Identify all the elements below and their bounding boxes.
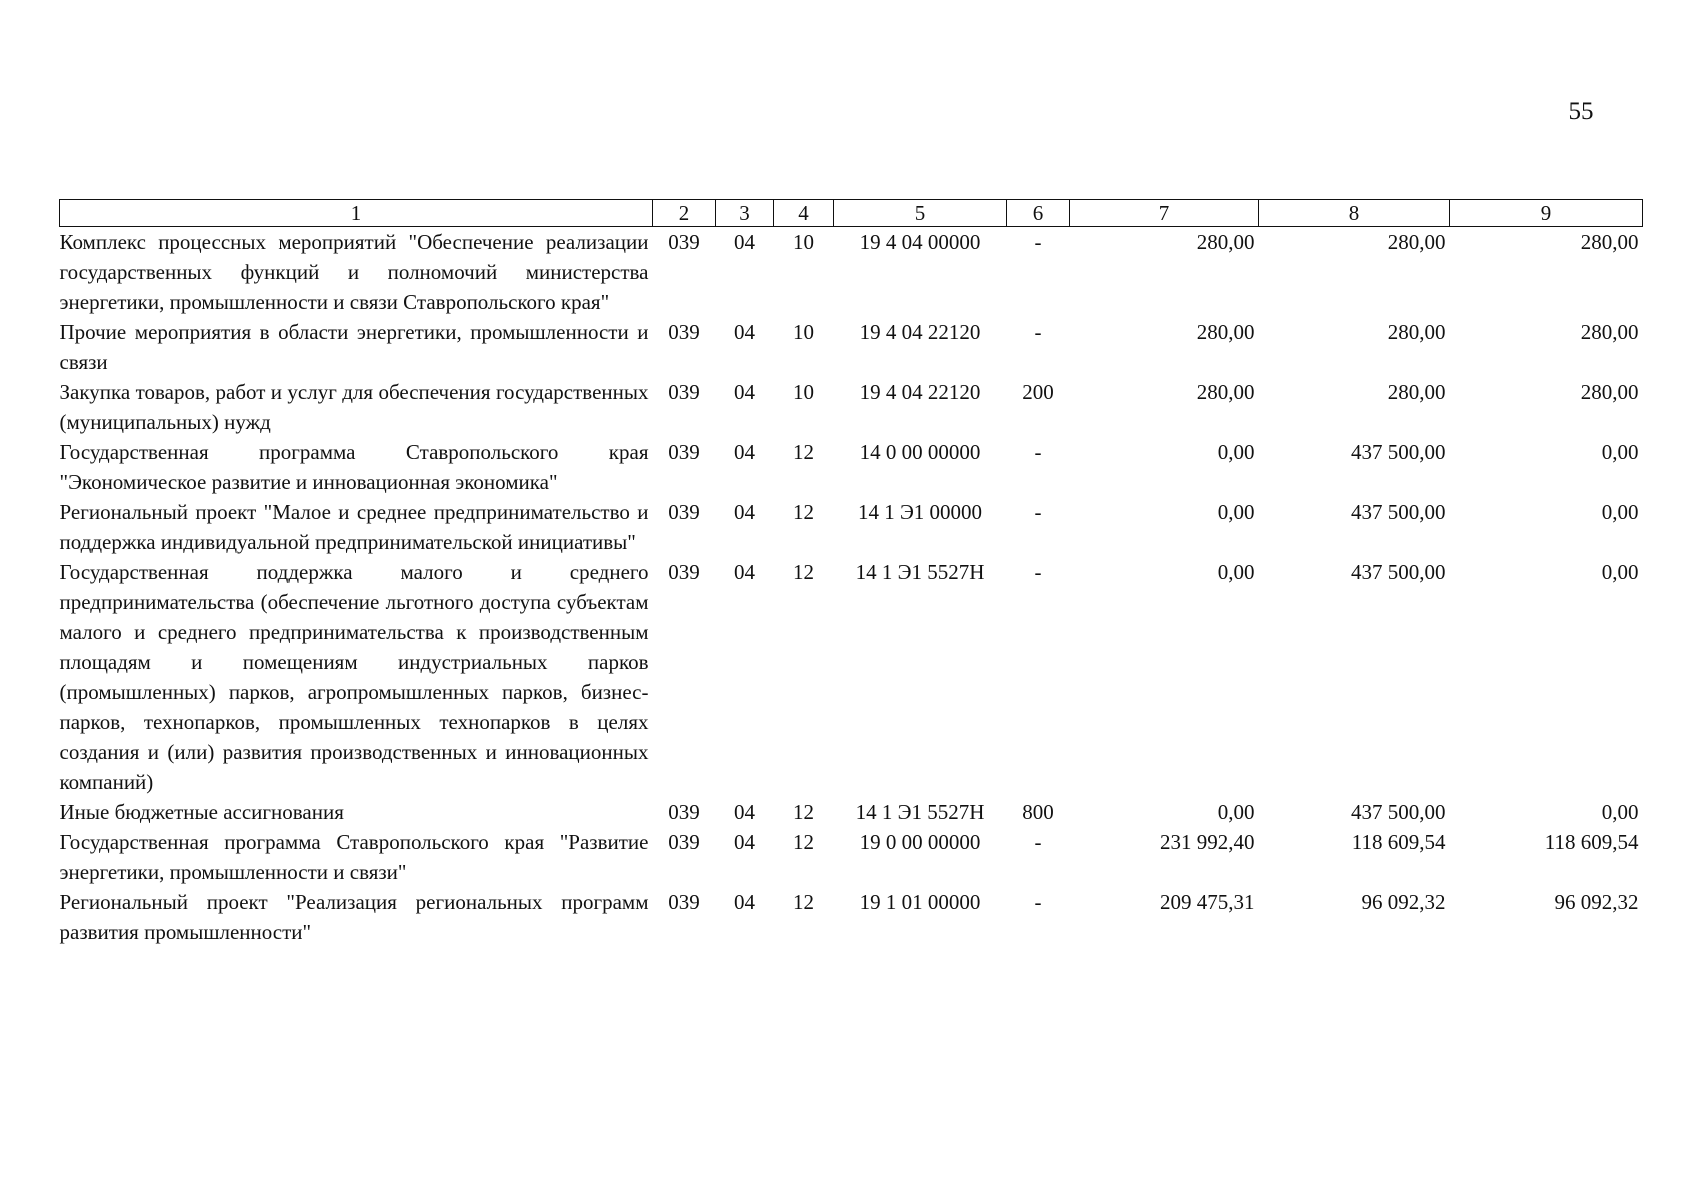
cell-amount-7: 209 475,31 [1160,890,1255,914]
cell-subsection: 12 [793,440,814,464]
table-row [60,887,1643,947]
cell-section: 04 [734,560,755,584]
table-row [60,317,1643,377]
cell-subsection: 12 [793,890,814,914]
row-name: Государственная поддержка малого и среднего предпринимательства (обеспечение льготного доступа субъектам малого и среднего предпринимательства к производственным площадям и помещениям индустриальных парков (промышленных) парков, агропромышленных парков, бизнес-парков, технопарков, промышленных технопарков в целях создания и (или) развития производственных и инновационных компаний) [59,560,649,794]
cell-section: 04 [734,500,755,524]
cell-amount-8: 280,00 [1387,230,1446,254]
cell-amount-8: 437 500,00 [1351,560,1446,584]
cell-section: 04 [734,380,755,404]
header-cell: 8 [1259,200,1450,227]
cell-section: 04 [734,440,755,464]
cell-amount-8: 280,00 [1387,320,1446,344]
page-number: 55 [1568,98,1594,125]
cell-amount-9: 0,00 [1601,440,1639,464]
cell-amount-7: 280,00 [1196,380,1255,404]
cell-target-code: 14 1 Э1 5527Н [855,560,985,584]
row-name: Государственная программа Ставропольского края "Развитие энергетики, промышленности и связи" [59,830,649,884]
cell-subsection: 12 [793,830,814,854]
row-name: Региональный проект "Малое и среднее предпринимательство и поддержка индивидуальной предпринимательской инициативы" [59,500,649,554]
cell-subsection: 12 [793,560,814,584]
cell-ministry-code: 039 [668,500,700,524]
cell-expense-type: - [1034,830,1042,854]
cell-subsection: 12 [793,500,814,524]
cell-amount-7: 280,00 [1196,230,1255,254]
cell-amount-9: 0,00 [1601,560,1639,584]
cell-ministry-code: 039 [668,440,700,464]
row-name: Региональный проект "Реализация региональных программ развития промышленности" [59,890,649,944]
cell-amount-7: 280,00 [1196,320,1255,344]
cell-subsection: 10 [793,380,814,404]
cell-target-code: 19 4 04 00000 [859,230,981,254]
row-name: Закупка товаров, работ и услуг для обеспечения государственных (муниципальных) нужд [59,380,649,434]
cell-section: 04 [734,800,755,824]
table-row [60,497,1643,557]
cell-amount-9: 118 609,54 [1544,830,1639,854]
cell-subsection: 10 [793,320,814,344]
cell-amount-7: 0,00 [1217,440,1255,464]
cell-section: 04 [734,230,755,254]
table-header-row [60,200,1643,227]
table-row [60,437,1643,497]
cell-amount-7: 0,00 [1217,800,1255,824]
cell-target-code: 19 4 04 22120 [859,320,981,344]
cell-amount-7: 0,00 [1217,500,1255,524]
table-row [60,797,1643,827]
header-cell: 6 [1007,200,1070,227]
cell-amount-8: 437 500,00 [1351,800,1446,824]
cell-ministry-code: 039 [668,230,700,254]
cell-target-code: 14 1 Э1 00000 [857,500,983,524]
cell-target-code: 19 4 04 22120 [859,380,981,404]
table-row [60,227,1643,318]
cell-amount-9: 280,00 [1580,230,1639,254]
cell-subsection: 10 [793,230,814,254]
cell-ministry-code: 039 [668,560,700,584]
cell-ministry-code: 039 [668,830,700,854]
cell-expense-type: - [1034,440,1042,464]
row-name: Прочие мероприятия в области энергетики, промышленности и связи [59,320,649,374]
cell-expense-type: - [1034,890,1042,914]
cell-expense-type: 200 [1022,380,1054,404]
budget-table [59,199,1643,947]
header-cell: 3 [716,200,774,227]
cell-amount-8: 280,00 [1387,380,1446,404]
cell-section: 04 [734,320,755,344]
header-cell: 1 [60,200,653,227]
header-cell: 4 [774,200,834,227]
cell-target-code: 14 0 00 00000 [859,440,981,464]
cell-section: 04 [734,830,755,854]
row-name: Комплекс процессных мероприятий "Обеспечение реализации государственных функций и полномочий министерства энергетики, промышленности и связи Ставропольского края" [59,230,649,314]
cell-expense-type: - [1034,560,1042,584]
cell-amount-9: 0,00 [1601,500,1639,524]
cell-amount-7: 231 992,40 [1160,830,1255,854]
cell-ministry-code: 039 [668,320,700,344]
cell-amount-8: 437 500,00 [1351,440,1446,464]
cell-subsection: 12 [793,800,814,824]
header-cell: 9 [1450,200,1643,227]
cell-target-code: 14 1 Э1 5527Н [855,800,985,824]
row-name: Государственная программа Ставропольского края "Экономическое развитие и инновационная экономика" [59,440,649,494]
table-row [60,377,1643,437]
cell-amount-9: 96 092,32 [1554,890,1639,914]
cell-ministry-code: 039 [668,890,700,914]
cell-ministry-code: 039 [668,380,700,404]
cell-amount-7: 0,00 [1217,560,1255,584]
cell-target-code: 19 0 00 00000 [859,830,981,854]
cell-amount-8: 96 092,32 [1361,890,1446,914]
cell-amount-9: 0,00 [1601,800,1639,824]
cell-amount-8: 437 500,00 [1351,500,1446,524]
cell-amount-8: 118 609,54 [1351,830,1446,854]
cell-target-code: 19 1 01 00000 [859,890,981,914]
header-cell: 7 [1070,200,1259,227]
cell-amount-9: 280,00 [1580,380,1639,404]
header-cell: 2 [653,200,716,227]
header-cell: 5 [834,200,1007,227]
cell-section: 04 [734,890,755,914]
table-row [60,827,1643,887]
cell-expense-type: - [1034,230,1042,254]
cell-expense-type: 800 [1022,800,1054,824]
cell-amount-9: 280,00 [1580,320,1639,344]
cell-expense-type: - [1034,320,1042,344]
row-name: Иные бюджетные ассигнования [59,800,344,824]
table-row [60,557,1643,797]
cell-expense-type: - [1034,500,1042,524]
cell-ministry-code: 039 [668,800,700,824]
